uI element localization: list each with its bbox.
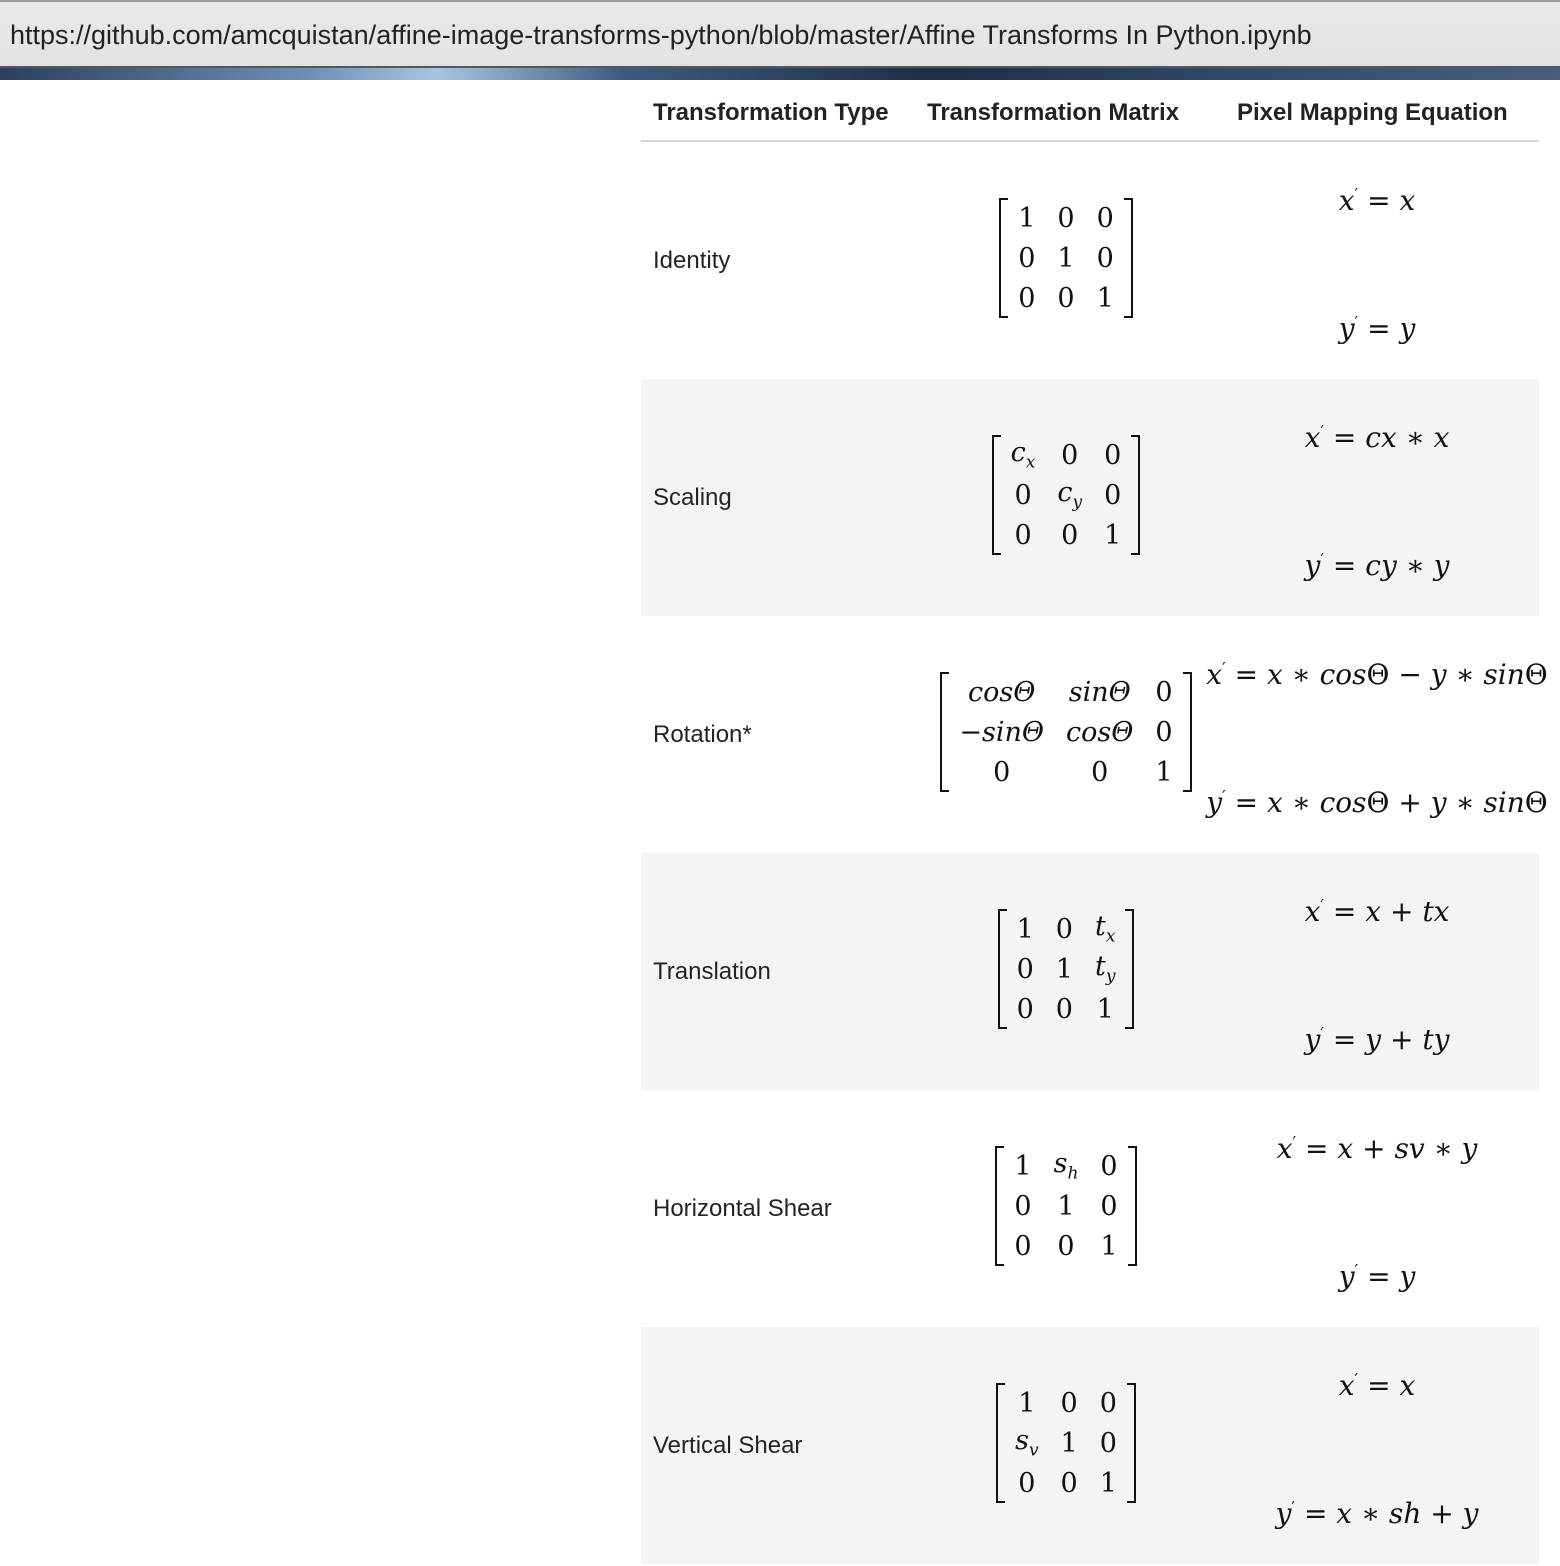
- transformation-type-cell: Vertical Shear: [641, 1327, 917, 1564]
- matrix-entry: 0: [1057, 1230, 1075, 1262]
- pixel-mapping-cell: [1206, 616, 1548, 853]
- equation-y: y′ = y: [1338, 312, 1416, 345]
- transforms-table: [641, 86, 1548, 1564]
- matrix-entry: 0: [1096, 242, 1114, 274]
- table-row: [641, 379, 1539, 616]
- matrix-entry: sinΘ: [1068, 676, 1131, 708]
- transformation-matrix-cell: [917, 1090, 1215, 1327]
- matrix-entry: 0: [1104, 439, 1122, 471]
- transformation-type-cell: Translation: [641, 853, 917, 1090]
- matrix-entry: cosΘ: [968, 676, 1036, 708]
- matrix-entry: 0: [1091, 756, 1109, 788]
- matrix-entry: cosΘ: [1066, 716, 1134, 748]
- transformation-type-cell: Scaling: [641, 379, 917, 616]
- table-row: [641, 1327, 1539, 1564]
- matrix-entry: 1: [1099, 1467, 1117, 1499]
- pixel-mapping-cell: [1215, 853, 1539, 1090]
- matrix-entry: 0: [1104, 479, 1122, 511]
- matrix-entry: 0: [1014, 1190, 1032, 1222]
- matrix-entry: 0: [1018, 242, 1036, 274]
- matrix-entry: 1: [1018, 1387, 1036, 1419]
- matrix-entry: 1: [1155, 756, 1173, 788]
- matrix-entry: 0: [1014, 479, 1032, 511]
- matrix: [996, 1383, 1136, 1503]
- transformation-type-cell: Horizontal Shear: [653, 1194, 832, 1222]
- header-transformation-type: Transformation Type: [641, 86, 917, 141]
- matrix-entry: 0: [1096, 202, 1114, 234]
- matrix-entry: 0: [1061, 519, 1079, 551]
- matrix-entry: 0: [1060, 1467, 1078, 1499]
- matrix-entry: 0: [1014, 1230, 1032, 1262]
- matrix-entry: $t_y$: [1094, 951, 1116, 987]
- matrix-entry: 0: [993, 756, 1011, 788]
- pixel-mapping-cell: [1215, 1090, 1539, 1327]
- equation-y: y′ = y + ty: [1304, 1023, 1450, 1056]
- matrix-entry: 0: [1155, 716, 1173, 748]
- matrix-entry: $s_h$: [1053, 1148, 1079, 1184]
- matrix-entry: 0: [1055, 913, 1073, 945]
- matrix-entry: 1: [1057, 242, 1075, 274]
- matrix: [999, 198, 1133, 318]
- equation-y: y′ = x ∗ cosΘ + y ∗ sinΘ: [1206, 786, 1548, 819]
- matrix-entry: 0: [1016, 953, 1034, 985]
- matrix-entry: 0: [1100, 1190, 1118, 1222]
- matrix-entry: 0: [1057, 202, 1075, 234]
- equation-x: x′ = x + tx: [1304, 895, 1450, 928]
- transformation-type-cell: Identity: [653, 246, 731, 274]
- matrix-entry: 1: [1096, 993, 1114, 1025]
- matrix-entry: 0: [1099, 1387, 1117, 1419]
- transformation-matrix-cell: [917, 141, 1215, 379]
- transformation-type-cell: Rotation*: [653, 720, 752, 748]
- equation-x: x′ = cx ∗ x: [1304, 421, 1450, 454]
- matrix-entry: 0: [1100, 1150, 1118, 1182]
- equation-y: y′ = y: [1338, 1260, 1416, 1293]
- matrix-entry: 0: [1155, 676, 1173, 708]
- transformation-matrix-cell: [917, 379, 1215, 616]
- matrix-entry: 1: [1100, 1230, 1118, 1262]
- transformation-matrix-cell: [917, 616, 1215, 853]
- browser-address-bar[interactable]: [0, 0, 1560, 74]
- matrix-entry: 1: [1016, 913, 1034, 945]
- equation-x: x′ = x ∗ cosΘ − y ∗ sinΘ: [1206, 658, 1548, 691]
- table-row: [641, 1090, 1539, 1327]
- table-header-row: [641, 86, 1539, 141]
- pixel-mapping-cell: [1215, 379, 1539, 616]
- matrix-entry: 1: [1018, 202, 1036, 234]
- matrix-entry: 1: [1055, 953, 1073, 985]
- matrix-entry: $c_x$: [1010, 437, 1036, 473]
- url-text[interactable]: https://github.com/amcquistan/affine-image-transforms-python/blob/master/Affine Transforms In Python.ipynb: [10, 20, 1312, 50]
- matrix-entry: 0: [1016, 993, 1034, 1025]
- matrix-entry: 0: [1018, 282, 1036, 314]
- matrix-entry: $s_v$: [1015, 1425, 1039, 1461]
- matrix-entry: 0: [1061, 439, 1079, 471]
- matrix-entry: 0: [1060, 1387, 1078, 1419]
- matrix: [992, 435, 1141, 555]
- table-row: [641, 141, 1539, 379]
- matrix-entry: $c_y$: [1057, 477, 1083, 513]
- matrix-entry: 1: [1057, 1190, 1075, 1222]
- equation-x: x′ = x: [1338, 184, 1416, 217]
- equation-x: x′ = x + sv ∗ y: [1276, 1132, 1478, 1165]
- matrix: [998, 909, 1135, 1029]
- pixel-mapping-cell: [1215, 1327, 1539, 1564]
- matrix-entry: 1: [1014, 1150, 1032, 1182]
- table-row: [641, 853, 1539, 1090]
- matrix-entry: 0: [1018, 1467, 1036, 1499]
- header-pixel-mapping-equation: Pixel Mapping Equation: [1215, 86, 1539, 141]
- header-transformation-matrix: Transformation Matrix: [917, 86, 1215, 141]
- window-edge-strip: [0, 66, 1560, 80]
- pixel-mapping-cell: [1215, 141, 1539, 379]
- matrix-entry: 0: [1057, 282, 1075, 314]
- matrix: [940, 672, 1191, 792]
- matrix-entry: 1: [1060, 1427, 1078, 1459]
- matrix-entry: 0: [1014, 519, 1032, 551]
- matrix-entry: 1: [1104, 519, 1122, 551]
- equation-x: x′ = x: [1338, 1369, 1416, 1402]
- matrix-entry: 0: [1055, 993, 1073, 1025]
- matrix-entry: $t_x$: [1094, 911, 1116, 947]
- table-row: [641, 616, 1539, 853]
- equation-y: y′ = cy ∗ y: [1304, 549, 1450, 582]
- matrix-entry: 0: [1099, 1427, 1117, 1459]
- matrix: [995, 1146, 1136, 1266]
- equation-y: y′ = x ∗ sh + y: [1275, 1497, 1479, 1530]
- matrix-entry: 1: [1096, 282, 1114, 314]
- transformation-matrix-cell: [917, 1327, 1215, 1564]
- transformation-matrix-cell: [917, 853, 1215, 1090]
- matrix-entry: −sinΘ: [959, 716, 1045, 748]
